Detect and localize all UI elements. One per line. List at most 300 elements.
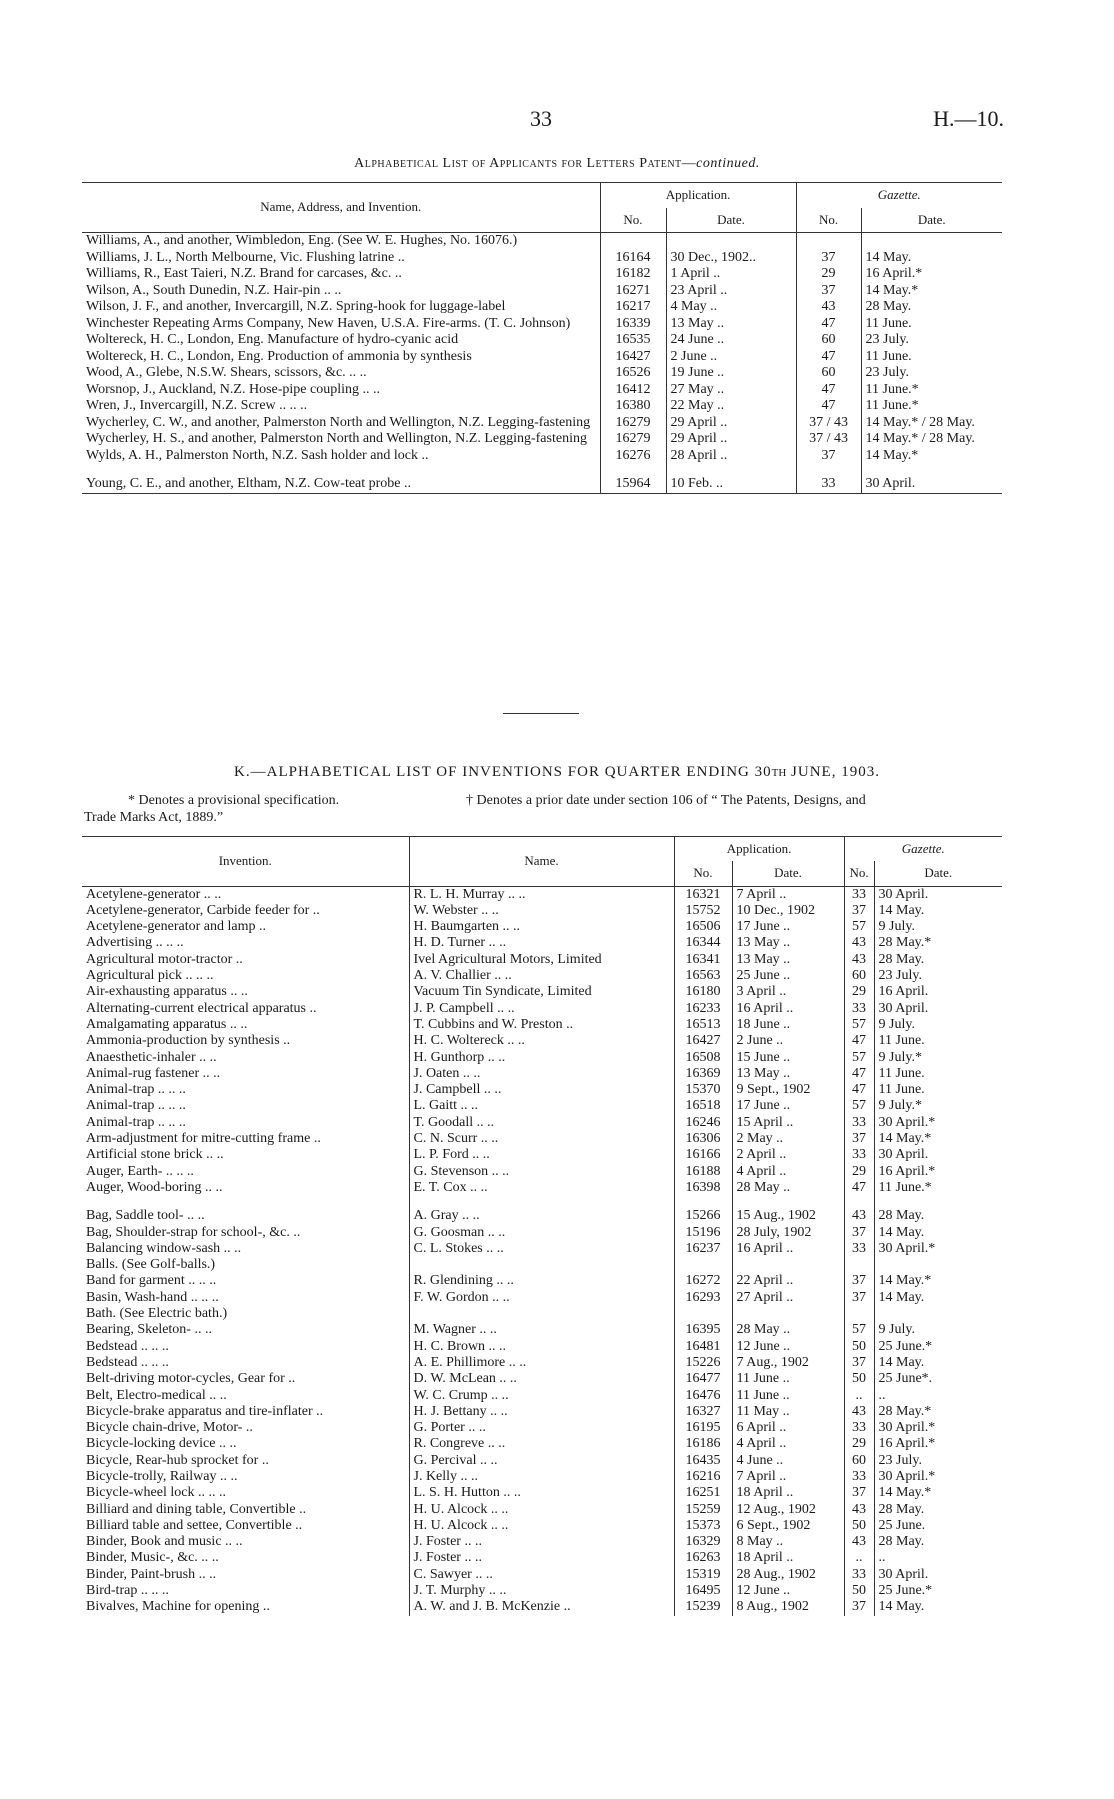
inventor-name-cell: M. Wagner .. .. [409, 1322, 674, 1338]
gazette-date-cell: 30 April. [874, 1567, 1002, 1583]
gazette-date-cell: 28 May. [874, 1534, 1002, 1550]
table-row [82, 365, 1002, 382]
header-invention: Invention. [218, 853, 272, 869]
gazette-date-cell: 25 June.* [874, 1339, 1002, 1355]
gazette-date-cell: 11 June.* [874, 1180, 1002, 1196]
inventions-table-body [82, 886, 1002, 1616]
application-number-cell: 16563 [674, 968, 732, 984]
gazette-number-cell: 43 [844, 952, 874, 968]
inventor-name-cell: W. C. Crump .. .. [409, 1388, 674, 1404]
application-number-cell: 16279 [600, 431, 666, 448]
table-row [82, 1273, 1002, 1289]
gazette-number-cell: 57 [844, 1017, 874, 1033]
gazette-date-cell [874, 1306, 1002, 1322]
application-number-cell: 16180 [674, 984, 732, 1000]
invention-cell: Animal-trap .. .. .. [86, 1082, 186, 1098]
applicant-name-cell: Wylds, A. H., Palmerston North, N.Z. Sash holder and lock .. [86, 447, 429, 463]
inventor-name-cell [409, 1196, 674, 1208]
application-number-cell: 16535 [600, 332, 666, 349]
table-row [82, 266, 1002, 283]
gazette-number-cell: 33 [844, 1115, 874, 1131]
applicant-name-cell: Woltereck, H. C., London, Eng. Production of ammonia by synthesis [86, 348, 472, 364]
application-number-cell: 16395 [674, 1322, 732, 1338]
application-number-cell: 16477 [674, 1371, 732, 1387]
note-provisional: * Denotes a provisional specification. [128, 793, 340, 808]
application-number-cell: 16271 [600, 283, 666, 300]
application-date-cell: 13 May .. [666, 316, 796, 333]
invention-cell: Agricultural motor-tractor .. [86, 951, 243, 967]
application-date-cell: 18 June .. [732, 1017, 844, 1033]
gazette-date-cell: 14 May.* [861, 448, 1002, 465]
application-date-cell: 28 Aug., 1902 [732, 1567, 844, 1583]
application-number-cell: 16216 [674, 1469, 732, 1485]
application-date-cell: 7 April .. [732, 886, 844, 903]
inventor-name-cell: H. Gunthorp .. .. [409, 1050, 674, 1066]
header-app-no-2: No. [674, 861, 732, 886]
invention-cell: Air-exhausting apparatus .. .. [86, 984, 248, 1000]
gazette-date-cell: 11 June. [874, 1033, 1002, 1049]
invention-cell: Band for garment .. .. .. [86, 1273, 217, 1289]
applicant-name-cell: Woltereck, H. C., London, Eng. Manufacture of hydro-cyanic acid [86, 332, 459, 347]
gazette-number-cell: 37 [796, 250, 861, 267]
table-row [82, 1164, 1002, 1180]
application-number-cell: 16164 [600, 250, 666, 267]
gazette-number-cell: 60 [796, 365, 861, 382]
table-row [82, 1339, 1002, 1355]
invention-cell: Belt, Electro-medical .. .. [86, 1387, 227, 1403]
inventor-name-cell: A. W. and J. B. McKenzie .. [409, 1599, 674, 1615]
application-date-cell [732, 1196, 844, 1208]
invention-cell: Billiard and dining table, Convertible .. [86, 1501, 307, 1517]
application-date-cell: 4 April .. [732, 1436, 844, 1452]
inventor-name-cell: L. Gaitt .. .. [409, 1098, 674, 1114]
inventor-name-cell: H. C. Brown .. .. [409, 1339, 674, 1355]
table-row [82, 464, 1002, 476]
invention-cell: Balls. (See Golf-balls.) [86, 1257, 216, 1273]
application-date-cell: 12 June .. [732, 1583, 844, 1599]
applicants-table-body [82, 233, 1002, 494]
gazette-date-cell: 14 May. [874, 1599, 1002, 1615]
gazette-date-cell: 25 June*. [874, 1371, 1002, 1387]
inventor-name-cell: G. Stevenson .. .. [409, 1164, 674, 1180]
inventor-name-cell: J. P. Campbell .. .. [409, 1001, 674, 1017]
application-number-cell: 16263 [674, 1550, 732, 1566]
inventor-name-cell: Ivel Agricultural Motors, Limited [409, 952, 674, 968]
invention-cell: Binder, Paint-brush .. .. [86, 1566, 217, 1582]
table-row [82, 968, 1002, 984]
table-row [82, 1436, 1002, 1452]
gazette-date-cell: .. [874, 1550, 1002, 1566]
section-k-title [0, 764, 1114, 781]
gazette-date-cell: 28 May. [861, 299, 1002, 316]
application-date-cell: 12 Aug., 1902 [732, 1502, 844, 1518]
gazette-number-cell [844, 1196, 874, 1208]
applicant-name-cell: Williams, R., East Taieri, N.Z. Brand for carcases, &c. .. [86, 266, 402, 281]
application-number-cell: 16246 [674, 1115, 732, 1131]
gazette-date-cell: 16 April.* [861, 266, 1002, 283]
header-app-no: No. [600, 208, 666, 233]
applicant-name-cell: Wilson, A., South Dunedin, N.Z. Hair-pin .. .. [86, 282, 342, 298]
table-row [82, 1469, 1002, 1485]
table-row [82, 886, 1002, 903]
application-number-cell [600, 464, 666, 476]
inventor-name-cell: C. Sawyer .. .. [409, 1567, 674, 1583]
gazette-date-cell: 11 June.* [861, 398, 1002, 415]
header-gazette-2: Gazette. [844, 837, 1002, 862]
application-date-cell: 11 June .. [732, 1388, 844, 1404]
gazette-number-cell [844, 1257, 874, 1273]
table-row [82, 382, 1002, 399]
table-row [82, 283, 1002, 300]
application-date-cell: 8 May .. [732, 1534, 844, 1550]
invention-cell: Acetylene-generator and lamp .. [86, 919, 266, 935]
section-k-title-sup: TH [771, 767, 787, 779]
table-row [82, 1502, 1002, 1518]
inventor-name-cell: H. C. Woltereck .. .. [409, 1033, 674, 1049]
application-number-cell [600, 233, 666, 250]
document-reference: H.—10. [933, 106, 1004, 131]
table-row [82, 1583, 1002, 1599]
application-number-cell: 15373 [674, 1518, 732, 1534]
gazette-number-cell: .. [844, 1550, 874, 1566]
header-name: Name. [409, 837, 674, 887]
application-date-cell: 4 May .. [666, 299, 796, 316]
gazette-date-cell: 11 June. [874, 1066, 1002, 1082]
application-date-cell [732, 1306, 844, 1322]
gazette-number-cell: 47 [796, 316, 861, 333]
gazette-date-cell: 11 June. [861, 349, 1002, 366]
table-row [82, 1115, 1002, 1131]
inventor-name-cell: J. Foster .. .. [409, 1550, 674, 1566]
table-row [82, 476, 1002, 493]
invention-cell: Amalgamating apparatus .. .. [86, 1016, 248, 1032]
application-number-cell [674, 1257, 732, 1273]
invention-cell: Bath. (See Electric bath.) [86, 1306, 228, 1322]
invention-cell: Auger, Earth- .. .. .. [86, 1163, 194, 1179]
application-number-cell: 15319 [674, 1567, 732, 1583]
table-row [82, 316, 1002, 333]
application-number-cell: 15226 [674, 1355, 732, 1371]
gazette-number-cell: 60 [844, 968, 874, 984]
gazette-date-cell: 14 May. [874, 1355, 1002, 1371]
gazette-number-cell: 47 [844, 1180, 874, 1196]
application-date-cell [732, 1257, 844, 1273]
header-gazette-no-2: No. [844, 861, 874, 886]
application-date-cell: 13 May .. [732, 1066, 844, 1082]
table-row [82, 1208, 1002, 1224]
gazette-date-cell: 11 June.* [861, 382, 1002, 399]
table-row [82, 299, 1002, 316]
application-number-cell: 16427 [674, 1033, 732, 1049]
inventor-name-cell: T. Cubbins and W. Preston .. [409, 1017, 674, 1033]
gazette-number-cell [844, 1306, 874, 1322]
gazette-date-cell: 11 June. [861, 316, 1002, 333]
gazette-number-cell: 43 [796, 299, 861, 316]
gazette-date-cell: 14 May.* / 28 May. [861, 431, 1002, 448]
gazette-date-cell: 23 July. [874, 1453, 1002, 1469]
application-date-cell: 29 April .. [666, 431, 796, 448]
inventor-name-cell: T. Goodall .. .. [409, 1115, 674, 1131]
gazette-date-cell: 30 April.* [874, 1420, 1002, 1436]
inventor-name-cell: Vacuum Tin Syndicate, Limited [409, 984, 674, 1000]
application-number-cell: 16435 [674, 1453, 732, 1469]
gazette-number-cell: 37 [844, 1599, 874, 1615]
table-row [82, 233, 1002, 250]
gazette-date-cell: 14 May. [874, 903, 1002, 919]
application-number-cell: 15196 [674, 1225, 732, 1241]
gazette-number-cell: 57 [844, 1098, 874, 1114]
gazette-number-cell: 33 [844, 1420, 874, 1436]
gazette-number-cell: 47 [796, 349, 861, 366]
gazette-date-cell: 16 April. [874, 984, 1002, 1000]
application-date-cell: 22 April .. [732, 1273, 844, 1289]
invention-cell: Alternating-current electrical apparatus .. [86, 1000, 317, 1016]
gazette-date-cell: 9 July.* [874, 1098, 1002, 1114]
application-date-cell: 6 Sept., 1902 [732, 1518, 844, 1534]
inventor-name-cell: H. D. Turner .. .. [409, 935, 674, 951]
application-date-cell: 3 April .. [732, 984, 844, 1000]
gazette-number-cell: 50 [844, 1339, 874, 1355]
gazette-number-cell: 57 [844, 1050, 874, 1066]
table-row [82, 1322, 1002, 1338]
application-date-cell: 12 June .. [732, 1339, 844, 1355]
gazette-number-cell: 47 [844, 1066, 874, 1082]
table-row [82, 1388, 1002, 1404]
gazette-date-cell: 14 May.* [874, 1131, 1002, 1147]
table-row [82, 332, 1002, 349]
table-row [82, 903, 1002, 919]
application-number-cell: 15239 [674, 1599, 732, 1615]
table-row [82, 1534, 1002, 1550]
table-row [82, 349, 1002, 366]
header-app-date-2: Date. [732, 861, 844, 886]
inventor-name-cell: R. L. H. Murray .. .. [409, 886, 674, 903]
invention-cell: Ammonia-production by synthesis .. [86, 1033, 291, 1049]
inventor-name-cell: J. Campbell .. .. [409, 1082, 674, 1098]
gazette-date-cell: 28 May. [874, 952, 1002, 968]
inventor-name-cell: A. V. Challier .. .. [409, 968, 674, 984]
application-date-cell: 2 June .. [732, 1033, 844, 1049]
application-date-cell: 2 June .. [666, 349, 796, 366]
header-gazette: Gazette. [796, 183, 1002, 208]
table-row [82, 415, 1002, 432]
invention-cell: Bicycle, Rear-hub sprocket for .. [86, 1452, 269, 1468]
invention-cell: Bearing, Skeleton- .. .. [86, 1322, 212, 1338]
inventor-name-cell [409, 1306, 674, 1322]
applicant-name-cell: Williams, A., and another, Wimbledon, Eng. (See W. E. Hughes, No. 16076.) [86, 233, 518, 248]
application-number-cell: 16293 [674, 1290, 732, 1306]
gazette-number-cell: 60 [844, 1453, 874, 1469]
table-row [82, 1599, 1002, 1615]
invention-cell: Bedstead .. .. .. [86, 1354, 169, 1370]
gazette-date-cell: 9 July.* [874, 1050, 1002, 1066]
application-number-cell: 16339 [600, 316, 666, 333]
invention-cell [82, 1196, 409, 1208]
table-row [82, 1001, 1002, 1017]
application-date-cell: 9 Sept., 1902 [732, 1082, 844, 1098]
gazette-date-cell: 9 July. [874, 1017, 1002, 1033]
application-date-cell: 28 April .. [666, 448, 796, 465]
invention-cell: Bicycle-trolly, Railway .. .. [86, 1468, 238, 1484]
table-row [82, 1257, 1002, 1273]
application-number-cell [674, 1306, 732, 1322]
gazette-date-cell: 14 May. [874, 1225, 1002, 1241]
gazette-number-cell: 33 [796, 476, 861, 493]
inventor-name-cell: A. Gray .. .. [409, 1208, 674, 1224]
table-row [82, 935, 1002, 951]
application-date-cell: 29 April .. [666, 415, 796, 432]
gazette-date-cell: 16 April.* [874, 1436, 1002, 1452]
gazette-number-cell: 43 [844, 1404, 874, 1420]
application-date-cell: 11 June .. [732, 1371, 844, 1387]
invention-cell: Bag, Shoulder-strap for school-, &c. .. [86, 1224, 301, 1240]
note-act: Trade Marks Act, 1889.” [84, 810, 224, 825]
application-date-cell: 1 April .. [666, 266, 796, 283]
applicant-name-cell: Wycherley, C. W., and another, Palmerston North and Wellington, N.Z. Legging-fastening [86, 414, 591, 430]
page-number: 33 [530, 106, 552, 131]
gazette-date-cell: 30 April.* [874, 1241, 1002, 1257]
inventor-name-cell: D. W. McLean .. .. [409, 1371, 674, 1387]
inventor-name-cell [409, 1257, 674, 1273]
application-number-cell: 16188 [674, 1164, 732, 1180]
note-prior-date: † Denotes a prior date under section 106 of “ The Patents, Designs, and [466, 793, 866, 808]
inventor-name-cell: E. T. Cox .. .. [409, 1180, 674, 1196]
table-row [82, 448, 1002, 465]
inventor-name-cell: L. S. H. Hutton .. .. [409, 1485, 674, 1501]
application-number-cell: 16233 [674, 1001, 732, 1017]
gazette-date-cell: 23 July. [861, 332, 1002, 349]
table-row [82, 1050, 1002, 1066]
application-number-cell: 16380 [600, 398, 666, 415]
invention-cell: Agricultural pick .. .. .. [86, 968, 214, 984]
invention-cell: Bird-trap .. .. .. [86, 1583, 169, 1599]
invention-cell: Bicycle-wheel lock .. .. .. [86, 1485, 226, 1501]
header-application-2: Application. [674, 837, 844, 862]
table-row [82, 1567, 1002, 1583]
application-number-cell: 16237 [674, 1241, 732, 1257]
gazette-date-cell: 23 July. [874, 968, 1002, 984]
section-k-title-end: JUNE, 1903. [786, 764, 880, 780]
applicant-name-cell: Williams, J. L., North Melbourne, Vic. Flushing latrine .. [86, 249, 405, 265]
table1-title [0, 156, 1114, 172]
gazette-number-cell: 57 [844, 919, 874, 935]
header-gazette-no: No. [796, 208, 861, 233]
invention-cell: Basin, Wash-hand .. .. .. [86, 1289, 219, 1305]
application-date-cell: 27 May .. [666, 382, 796, 399]
application-number-cell: 16251 [674, 1485, 732, 1501]
invention-cell: Artificial stone brick .. .. [86, 1147, 224, 1163]
gazette-number-cell: 37 [844, 1355, 874, 1371]
invention-cell: Binder, Book and music .. .. [86, 1534, 243, 1550]
applicant-name-cell: Wilson, J. F., and another, Invercargill, N.Z. Spring-hook for luggage-label [86, 299, 506, 314]
gazette-number-cell: 60 [796, 332, 861, 349]
application-date-cell: 6 April .. [732, 1420, 844, 1436]
inventor-name-cell: R. Glendining .. .. [409, 1273, 674, 1289]
application-number-cell: 16513 [674, 1017, 732, 1033]
application-date-cell: 4 June .. [732, 1453, 844, 1469]
gazette-date-cell: 14 May.* [874, 1485, 1002, 1501]
invention-cell: Billiard table and settee, Convertible .. [86, 1517, 303, 1533]
table-row [82, 1180, 1002, 1196]
invention-cell: Bedstead .. .. .. [86, 1338, 169, 1354]
gazette-number-cell: 33 [844, 1567, 874, 1583]
application-number-cell [674, 1196, 732, 1208]
application-date-cell: 15 June .. [732, 1050, 844, 1066]
inventor-name-cell: A. E. Phillimore .. .. [409, 1355, 674, 1371]
invention-cell: Bicycle-locking device .. .. [86, 1436, 237, 1452]
table-row [82, 952, 1002, 968]
application-date-cell: 15 Aug., 1902 [732, 1208, 844, 1224]
gazette-number-cell: 33 [844, 1001, 874, 1017]
table-row [82, 1420, 1002, 1436]
gazette-number-cell [796, 464, 861, 476]
applicant-name-cell [82, 464, 600, 476]
gazette-number-cell: 50 [844, 1518, 874, 1534]
gazette-number-cell: 37 [844, 1131, 874, 1147]
application-number-cell: 16369 [674, 1066, 732, 1082]
gazette-number-cell: 33 [844, 1147, 874, 1163]
gazette-number-cell: 37 [844, 1225, 874, 1241]
invention-cell: Bicycle-brake apparatus and tire-inflater .. [86, 1403, 324, 1419]
application-number-cell: 16481 [674, 1339, 732, 1355]
table-row [82, 919, 1002, 935]
inventor-name-cell: G. Goosman .. .. [409, 1225, 674, 1241]
application-number-cell: 16518 [674, 1098, 732, 1114]
inventions-table [82, 836, 1002, 1616]
application-date-cell [666, 464, 796, 476]
application-number-cell: 16526 [600, 365, 666, 382]
inventor-name-cell: J. Foster .. .. [409, 1534, 674, 1550]
invention-cell: Animal-trap .. .. .. [86, 1098, 186, 1114]
application-date-cell: 28 May .. [732, 1322, 844, 1338]
gazette-date-cell [861, 464, 1002, 476]
table1-title-continued: continued. [696, 156, 760, 171]
gazette-number-cell: 37 [844, 1290, 874, 1306]
gazette-number-cell: 37 [844, 1273, 874, 1289]
application-number-cell: 16344 [674, 935, 732, 951]
gazette-date-cell: 14 May. [861, 250, 1002, 267]
application-date-cell: 16 April .. [732, 1001, 844, 1017]
gazette-date-cell: 14 May.* [861, 283, 1002, 300]
table-row [82, 1082, 1002, 1098]
gazette-date-cell: 30 April. [874, 886, 1002, 903]
inventor-name-cell: H. U. Alcock .. .. [409, 1518, 674, 1534]
inventor-name-cell: F. W. Gordon .. .. [409, 1290, 674, 1306]
invention-cell: Arm-adjustment for mitre-cutting frame .. [86, 1131, 321, 1147]
gazette-date-cell: 11 June. [874, 1082, 1002, 1098]
invention-cell: Animal-rug fastener .. .. [86, 1065, 221, 1081]
application-date-cell: 24 June .. [666, 332, 796, 349]
invention-cell: Acetylene-generator .. .. [86, 886, 222, 902]
inventor-name-cell: C. L. Stokes .. .. [409, 1241, 674, 1257]
application-date-cell: 22 May .. [666, 398, 796, 415]
inventor-name-cell: J. T. Murphy .. .. [409, 1583, 674, 1599]
application-date-cell: 2 May .. [732, 1131, 844, 1147]
application-date-cell: 19 June .. [666, 365, 796, 382]
gazette-number-cell: 43 [844, 935, 874, 951]
application-date-cell: 13 May .. [732, 935, 844, 951]
inventor-name-cell: W. Webster .. .. [409, 903, 674, 919]
gazette-date-cell [861, 233, 1002, 250]
application-date-cell: 15 April .. [732, 1115, 844, 1131]
invention-cell: Balancing window-sash .. .. [86, 1240, 242, 1256]
header-gazette-date: Date. [861, 208, 1002, 233]
gazette-number-cell: 37 [796, 283, 861, 300]
section-k-title-text: K.—ALPHABETICAL LIST OF INVENTIONS FOR QUARTER ENDING 30 [234, 764, 772, 780]
invention-cell: Bag, Saddle tool- .. .. [86, 1208, 205, 1224]
gazette-number-cell: 50 [844, 1583, 874, 1599]
application-date-cell: 7 Aug., 1902 [732, 1355, 844, 1371]
